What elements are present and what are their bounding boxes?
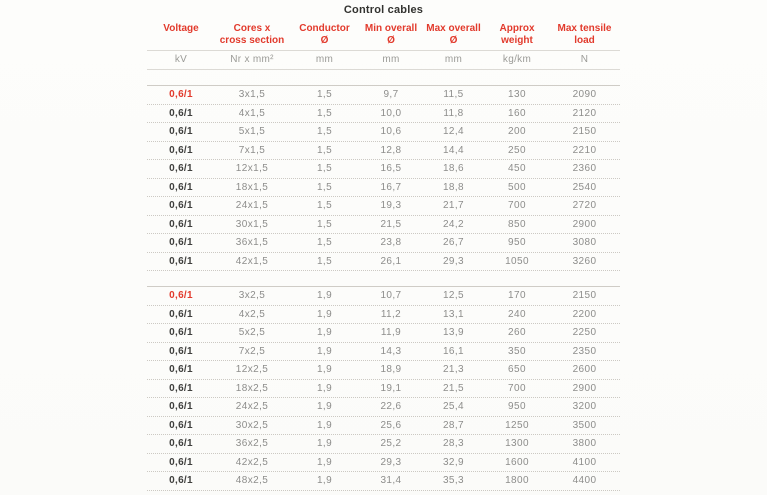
voltage-cell: 0,6/1 [169,255,193,267]
voltage-cell: 0,6/1 [169,107,193,119]
data-cell-col7: 2350 [572,345,597,357]
data-cell-col2: 42x1,5 [235,255,269,267]
data-cell-col3: 1,9 [316,364,333,376]
data-cell-col5: 28,7 [442,419,465,431]
table-row [147,343,620,362]
data-cell-col2: 42x2,5 [235,456,269,468]
data-cell-col7: 2150 [572,126,597,138]
unit-label-7: N [580,54,589,65]
voltage-cell: 0,6/1 [169,144,193,156]
data-cell-col5: 12,4 [442,126,465,138]
voltage-cell: 0,6/1 [169,237,193,249]
data-cell-col5: 13,9 [442,327,465,339]
table-row [147,361,620,380]
table-row [147,306,620,325]
voltage-cell: 0,6/1 [169,419,193,431]
header-line1: Min overall [364,23,418,34]
column-header-7 [549,23,620,47]
voltage-cell: 0,6/1 [169,163,193,175]
data-cell-col4: 23,8 [380,237,402,249]
header-line1: Max overall [426,23,481,34]
data-cell-col6: 260 [508,327,526,339]
data-cell-col7: 4100 [572,456,597,468]
data-cell-col2: 5x2,5 [238,327,266,339]
data-cell-col7: 3800 [572,438,597,450]
data-cell-col6: 1300 [505,438,529,450]
row-group-2 [147,286,620,491]
data-cell-col6: 1250 [505,419,529,431]
unit-label-5: mm [444,54,463,65]
data-cell-col6: 350 [508,345,526,357]
data-cell-col2: 24x2,5 [235,401,269,413]
data-cell-col6: 250 [508,144,526,156]
data-cell-col5: 21,7 [442,200,465,212]
data-cell-col2: 24x1,5 [235,200,269,212]
data-cell-col7: 2900 [572,218,597,230]
data-cell-col6: 1050 [505,255,529,267]
voltage-cell: 0,6/1 [169,290,193,302]
data-cell-col2: 7x2,5 [238,345,266,357]
table-row [147,380,620,399]
table-row [147,324,620,343]
column-header-2 [215,23,289,47]
unit-label-4: mm [382,54,400,65]
data-cell-col5: 11,8 [443,107,464,119]
data-cell-col3: 1,9 [316,308,333,320]
data-cell-col3: 1,9 [316,401,333,413]
data-cell-col4: 10,6 [380,126,402,138]
header-line1: Voltage [163,23,199,34]
data-cell-col3: 1,9 [316,456,333,468]
voltage-cell: 0,6/1 [169,475,193,487]
table-row [147,216,620,235]
table-row [147,86,620,105]
data-cell-col7: 2600 [572,364,597,376]
data-cell-col3: 1,5 [316,237,333,249]
data-cell-col5: 24,2 [442,218,465,230]
column-header-1 [147,23,215,47]
data-cell-col5: 13,1 [442,308,465,320]
data-cell-col7: 2090 [572,89,597,101]
data-cell-col2: 4x1,5 [238,107,266,119]
voltage-cell: 0,6/1 [169,345,193,357]
data-cell-col7: 3260 [572,255,597,267]
voltage-cell: 0,6/1 [169,456,193,468]
data-cell-col2: 3x2,5 [238,290,266,302]
table-row [147,123,620,142]
data-cell-col7: 2900 [572,382,597,394]
data-cell-col7: 2200 [572,308,597,320]
header-line2: weight [501,35,533,46]
header-line2: load [574,35,595,46]
data-cell-col2: 30x2,5 [235,419,269,431]
header-line1: Max tensile [557,23,612,34]
table-row [147,287,620,306]
data-cell-col4: 22,6 [380,401,402,413]
data-cell-col4: 25,2 [380,438,402,450]
data-cell-col3: 1,9 [316,327,333,339]
data-cell-col7: 4400 [572,475,597,487]
data-cell-col4: 12,8 [380,144,402,156]
data-cell-col2: 4x2,5 [238,308,266,320]
data-cell-col4: 9,7 [383,89,399,101]
data-cell-col5: 28,3 [442,438,465,450]
data-cell-col3: 1,5 [316,255,333,267]
column-header-4 [360,23,422,47]
data-cell-col5: 11,5 [443,89,464,101]
table-row [147,417,620,436]
data-cell-col3: 1,9 [316,345,333,357]
header-line2: Ø [320,35,329,46]
data-cell-col5: 14,4 [442,144,465,156]
data-cell-col6: 700 [508,382,526,394]
table-row [147,179,620,198]
data-cell-col6: 850 [508,218,526,230]
data-cell-col2: 12x2,5 [235,364,269,376]
table-row [147,398,620,417]
data-cell-col5: 21,5 [442,382,465,394]
data-cell-col6: 650 [508,364,526,376]
column-header-3 [289,23,360,47]
voltage-cell: 0,6/1 [169,401,193,413]
table-title: Control cables [343,4,424,16]
voltage-cell: 0,6/1 [169,181,193,193]
data-cell-col4: 10,0 [380,107,402,119]
header-line2: Ø [387,35,395,46]
column-header-6 [485,23,549,47]
header-line2 [147,35,215,47]
table-row [147,197,620,216]
data-cell-col4: 25,6 [380,419,402,431]
data-cell-col2: 12x1,5 [235,163,269,175]
data-cell-col3: 1,5 [316,107,333,119]
data-cell-col4: 21,5 [380,218,402,230]
data-cell-col4: 11,9 [380,327,402,339]
table-row [147,472,620,491]
unit-label-6: kg/km [502,54,532,65]
data-cell-col5: 16,1 [442,345,465,357]
header-line2: cross section [219,35,285,46]
data-cell-col5: 29,3 [442,255,465,267]
data-cell-col5: 26,7 [442,237,465,249]
unit-label-2: Nr x mm² [230,54,274,65]
data-cell-col2: 48x2,5 [235,475,269,487]
data-cell-col4: 19,1 [380,382,402,394]
data-cell-col7: 3500 [572,419,597,431]
data-cell-col4: 18,9 [380,364,402,376]
voltage-cell: 0,6/1 [169,126,193,138]
column-header-5 [422,23,485,47]
data-cell-col3: 1,5 [316,163,333,175]
data-cell-col7: 3200 [572,401,597,413]
data-cell-col4: 29,3 [380,456,402,468]
data-cell-col6: 700 [508,200,526,212]
data-cell-col2: 3x1,5 [238,89,266,101]
data-cell-col7: 2360 [572,163,597,175]
voltage-cell: 0,6/1 [169,438,193,450]
data-cell-col5: 21,3 [442,364,465,376]
data-cell-col3: 1,9 [316,382,333,394]
data-cell-col5: 12,5 [442,290,465,302]
unit-label-1: kV [174,54,188,65]
data-cell-col3: 1,5 [316,181,333,193]
data-cell-col7: 2210 [572,144,597,156]
table-row [147,435,620,454]
voltage-cell: 0,6/1 [169,89,193,101]
table-row [147,105,620,124]
data-cell-col2: 30x1,5 [235,218,269,230]
data-cell-col7: 3080 [572,237,597,249]
voltage-cell: 0,6/1 [169,308,193,320]
column-header-row [147,23,620,51]
data-cell-col5: 25,4 [442,401,465,413]
header-line1: Cores x [233,23,271,34]
data-cell-col4: 26,1 [380,255,402,267]
header-line1: Approx [499,23,535,34]
data-cell-col6: 1800 [505,475,529,487]
data-cell-col3: 1,5 [316,89,333,101]
data-cell-col2: 36x1,5 [235,237,269,249]
data-cell-col5: 32,9 [442,456,465,468]
data-cell-col6: 170 [508,290,526,302]
data-cell-col6: 160 [508,107,526,119]
data-cell-col3: 1,5 [316,144,333,156]
data-cell-col7: 2250 [572,327,597,339]
data-cell-col7: 2120 [572,107,597,119]
table-row [147,234,620,253]
data-cell-col7: 2720 [572,200,597,212]
table-row [147,454,620,473]
table-row [147,160,620,179]
data-cell-col7: 2540 [572,181,597,193]
data-cell-col3: 1,9 [316,419,333,431]
data-cell-col5: 35,3 [442,475,465,487]
data-cell-col7: 2150 [572,290,597,302]
data-cell-col6: 1600 [505,456,529,468]
row-group-1 [147,85,620,271]
data-cell-col5: 18,8 [442,181,465,193]
units-row [147,51,620,70]
data-cell-col2: 18x2,5 [235,382,269,394]
data-cell-col4: 14,3 [380,345,402,357]
data-cell-col4: 11,2 [380,308,402,320]
voltage-cell: 0,6/1 [169,382,193,394]
table-row [147,142,620,161]
data-cell-col2: 36x2,5 [235,438,269,450]
unit-label-3: mm [315,54,334,65]
data-cell-col6: 950 [508,401,526,413]
data-cell-col3: 1,9 [316,475,333,487]
data-cell-col6: 450 [508,163,526,175]
data-cell-col3: 1,5 [316,200,333,212]
data-cell-col4: 16,5 [380,163,402,175]
table-row [147,253,620,272]
data-cell-col5: 18,6 [442,163,465,175]
data-cell-col6: 950 [508,237,526,249]
data-cell-col4: 31,4 [380,475,402,487]
data-cell-col3: 1,5 [316,126,333,138]
voltage-cell: 0,6/1 [169,327,193,339]
control-cables-table [147,0,620,491]
data-cell-col6: 240 [508,308,526,320]
data-cell-col4: 19,3 [380,200,402,212]
data-cell-col2: 5x1,5 [238,126,266,138]
data-cell-col6: 500 [508,181,526,193]
voltage-cell: 0,6/1 [169,200,193,212]
data-cell-col6: 200 [508,126,526,138]
data-cell-col2: 7x1,5 [238,144,266,156]
data-cell-col4: 16,7 [380,181,402,193]
header-line2: Ø [449,35,458,46]
table-body [147,85,620,491]
data-cell-col3: 1,9 [316,438,333,450]
data-cell-col4: 10,7 [380,290,402,302]
data-cell-col2: 18x1,5 [235,181,269,193]
data-cell-col3: 1,5 [316,218,333,230]
voltage-cell: 0,6/1 [169,218,193,230]
data-cell-col6: 130 [508,89,526,101]
header-line1: Conductor [299,23,350,34]
data-cell-col3: 1,9 [316,290,333,302]
voltage-cell: 0,6/1 [169,364,193,376]
